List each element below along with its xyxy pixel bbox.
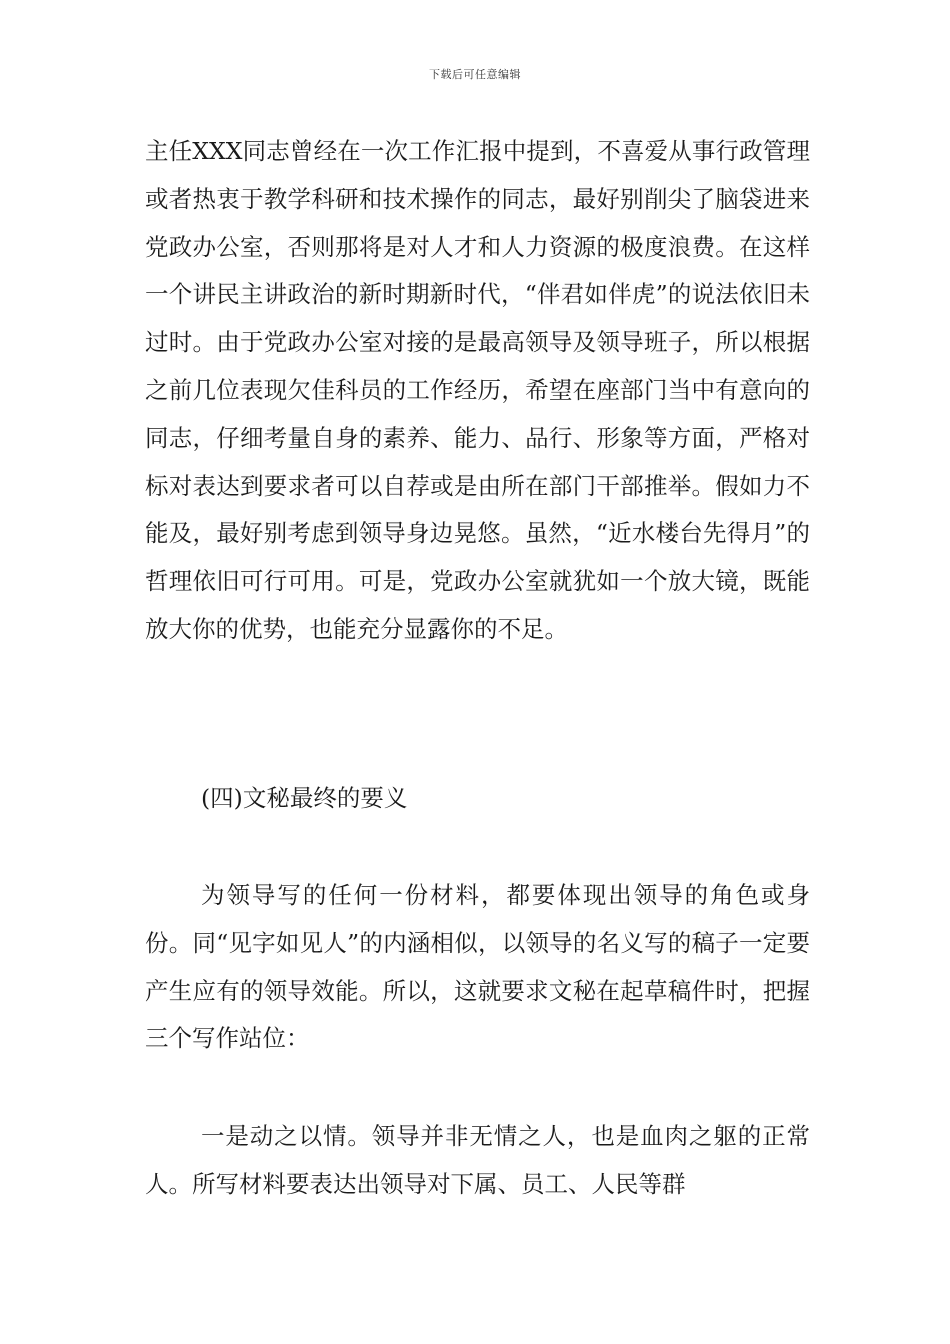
body-paragraph-leader-role: 为领导写的任何一份材料，都要体现出领导的角色或身份。同“见字如见人”的内涵相似，以领导的名义写的稿子一定要产生应有的领导效能。所以，这就要求文秘在起草稿件时，把握三个写作站位： bbox=[145, 881, 810, 1053]
section-heading-secretary-essence: (四)文秘最终的要义 bbox=[201, 784, 408, 812]
body-paragraph-emotion: 一是动之以情。领导并非无情之人，也是血肉之躯的正常人。所写材料要表达出领导对下属、员工、人民等群 bbox=[145, 1122, 810, 1198]
page-header-note: 下载后可任意编辑 bbox=[429, 68, 521, 81]
body-paragraph-office-requirements: 主任XXX同志曾经在一次工作汇报中提到，不喜爱从事行政管理或者热衷于教学科研和技术操作的同志，最好别削尖了脑袋进来党政办公室，否则那将是对人才和人力资源的极度浪费。在这样一个讲民主讲政治的新时期新时代，“伴君如伴虎”的说法依旧未过时。由于党政办公室对接的是最高领导及领导班子，所以根据之前几位表现欠佳科员的工作经历，希望在座部门当中有意向的同志，仔细考量自身的素养、能力、品行、形象等方面，严格对标对表达到要求者可以自荐或是由所在部门干部推举。假如力不能及，最好别考虑到领导身边晃悠。虽然，“近水楼台先得月”的哲理依旧可行可用。可是，党政办公室就犹如一个放大镜，既能放大你的优势，也能充分显露你的不足。 bbox=[145, 137, 810, 643]
